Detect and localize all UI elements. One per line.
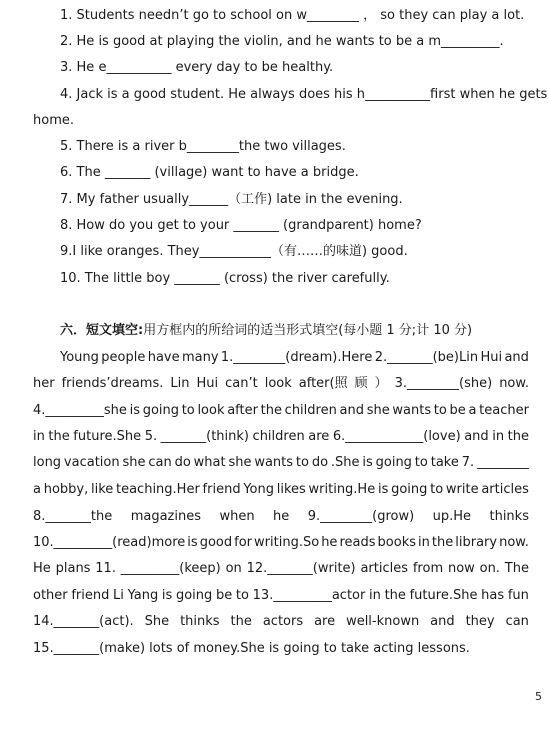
passage-word: the — [230, 614, 252, 629]
passage-word: going — [375, 455, 412, 470]
passage-word: long — [33, 455, 62, 470]
passage-word: they — [465, 614, 495, 629]
passage-word: 8._______the — [33, 509, 113, 524]
passage-word: for — [234, 535, 253, 550]
passage-word: when — [219, 509, 255, 524]
passage-word: teacher — [479, 403, 529, 418]
passage-word: is — [161, 588, 173, 603]
passage-word: ________ — [476, 455, 529, 470]
exercise-item-5: 5. There is a river b________the two villages. — [60, 139, 346, 154]
passage-word: from — [412, 561, 444, 576]
passage-word: 2._______(be)Lin — [374, 350, 479, 365]
passage-word: 14._______(act). — [33, 614, 134, 629]
passage-word: can’t — [225, 376, 258, 391]
passage-word: in — [418, 535, 430, 550]
passage-word: she — [122, 455, 146, 470]
passage-word: 11. — [95, 561, 116, 576]
passage-word: Hui — [480, 350, 503, 365]
section-6-instruction: 用方框内的所给词的适当形式填空(每小题 1 分;计 10 分) — [143, 323, 473, 338]
passage-word: is — [377, 482, 389, 497]
passage-line — [33, 428, 529, 446]
passage-word: has — [481, 588, 505, 603]
passage-line — [33, 534, 529, 552]
section-6-title — [60, 322, 472, 340]
passage-word: up.He — [432, 509, 472, 524]
exercise-item-7: 7. My father usually______（工作) late in the evening. — [60, 192, 403, 207]
exercise-item-4-continuation: home. — [33, 113, 74, 128]
exercise-item-1: 1. Students needn’t go to school on w________ ， so they can play a lot. — [60, 8, 525, 23]
passage-word: the — [431, 535, 454, 550]
exercise-item-4: 4. Jack is a good student. He always does his h__________first when he gets — [60, 87, 548, 102]
passage-word: 3.________(she) — [394, 376, 493, 391]
passage-word: 4._________she — [33, 403, 127, 418]
passage-word: Lin — [170, 376, 190, 391]
page-number: 5 — [535, 690, 542, 703]
passage-word: 12._______(write) — [246, 561, 356, 576]
passage-word: to — [295, 455, 309, 470]
passage-word: magazines — [130, 509, 201, 524]
passage-word: do — [174, 455, 191, 470]
passage-word: and — [504, 350, 529, 365]
passage-word: he — [321, 535, 338, 550]
passage-word: 1.________(dream).Here — [220, 350, 373, 365]
passage-word: ） — [374, 376, 388, 391]
passage-line — [33, 481, 529, 499]
passage-word: other — [33, 588, 68, 603]
exercise-item-2: 2. He is good at playing the violin, and he wants to be a m_________. — [60, 34, 504, 49]
passage-word: people — [101, 350, 146, 365]
passage-word: children — [284, 403, 337, 418]
passage-word: she — [366, 403, 390, 418]
passage-word: going — [142, 403, 179, 418]
passage-word: what — [193, 455, 226, 470]
passage-word: plans — [55, 561, 91, 576]
passage-word: now. — [499, 376, 529, 391]
passage-word: actors — [262, 614, 304, 629]
passage-word: is — [187, 535, 198, 550]
passage-word: and — [430, 614, 455, 629]
passage-word: the — [384, 588, 406, 603]
passage-word: in — [369, 588, 381, 603]
passage-word: be — [449, 403, 466, 418]
passage-word: 10._________(read)more — [33, 535, 186, 550]
passage-word: hobby, — [43, 482, 89, 497]
passage-word: many — [181, 350, 219, 365]
passage-word: Li — [113, 588, 124, 603]
passage-word: is — [362, 455, 373, 470]
passage-word: in — [33, 429, 45, 444]
passage-word: her — [33, 376, 55, 391]
passage-last-line: 15._______(make) lots of money.She is going to take acting lessons. — [33, 641, 470, 656]
passage-word: thinks — [489, 509, 529, 524]
passage-word: do — [311, 455, 329, 470]
passage-word: Hui — [196, 376, 219, 391]
passage-word: .She — [330, 455, 360, 470]
passage-word: Young — [60, 350, 99, 365]
passage-word: take — [430, 455, 459, 470]
passage-word: going — [391, 482, 428, 497]
passage-line — [33, 613, 529, 631]
passage-word: vacation — [63, 455, 120, 470]
passage-word: writing.He — [308, 482, 376, 497]
passage-word: are — [314, 614, 336, 629]
passage-word: 5. — [144, 429, 158, 444]
passage-word: to — [235, 588, 249, 603]
passage-line — [33, 402, 529, 420]
passage-word: good — [199, 535, 233, 550]
passage-word: to — [433, 403, 447, 418]
passage-word: wants — [392, 403, 432, 418]
passage-word: are — [308, 429, 330, 444]
passage-word: friend — [202, 482, 241, 497]
passage-word: future.She — [409, 588, 478, 603]
passage-word: future.She — [73, 429, 142, 444]
passage-word: thinks — [180, 614, 220, 629]
passage-word: 6.____________(love) — [332, 429, 461, 444]
passage-word: articles — [360, 561, 409, 576]
exercise-item-6: 6. The _______ (village) want to have a bridge. — [60, 165, 359, 180]
passage-word: fun — [507, 588, 529, 603]
exercise-item-9: 9.I like oranges. They___________（有……的味道) good. — [60, 244, 408, 259]
passage-line — [33, 587, 529, 605]
passage-word: and — [339, 403, 364, 418]
passage-word: teaching.Her — [116, 482, 200, 497]
passage-word: he — [273, 509, 290, 524]
passage-word: 顾 — [354, 376, 368, 391]
passage-word: on. — [479, 561, 500, 576]
passage-word: she — [228, 455, 252, 470]
exercise-item-10: 10. The little boy _______ (cross) the river carefully. — [60, 271, 390, 286]
passage-word: to — [181, 403, 195, 418]
passage-word: look — [264, 376, 292, 391]
passage-word: to — [414, 455, 428, 470]
passage-word: now — [447, 561, 475, 576]
passage-word: _________(keep) — [120, 561, 221, 576]
passage-word: wants — [254, 455, 294, 470]
passage-word: look — [197, 403, 225, 418]
passage-word: children — [252, 429, 305, 444]
passage-line — [33, 508, 529, 526]
passage-word: can — [148, 455, 172, 470]
passage-word: after(照 — [298, 376, 348, 391]
passage-word: have — [147, 350, 180, 365]
passage-word: to — [430, 482, 444, 497]
section-6-heading: 六．短文填空: — [60, 323, 144, 338]
passage-word: the — [260, 403, 282, 418]
passage-word: books — [377, 535, 416, 550]
passage-word: in — [492, 429, 505, 444]
passage-word: 13._________actor — [252, 588, 366, 603]
passage-word: on — [225, 561, 242, 576]
passage-word: friend — [71, 588, 110, 603]
passage-word: write — [445, 482, 479, 497]
passage-word: writing.So — [254, 535, 320, 550]
passage-word: a — [468, 403, 477, 418]
passage-word: reads — [339, 535, 376, 550]
passage-word: _______(think) — [160, 429, 249, 444]
passage-word: 9.________(grow) — [307, 509, 415, 524]
passage-word: a — [33, 482, 41, 497]
passage-word: Yong — [243, 482, 274, 497]
passage-word: well-known — [346, 614, 420, 629]
passage-word: be — [215, 588, 233, 603]
passage-line — [33, 454, 529, 472]
passage-word: can — [505, 614, 529, 629]
passage-word: articles — [481, 482, 529, 497]
passage-word: the — [507, 429, 529, 444]
exercise-item-3: 3. He e__________ every day to be healthy. — [60, 60, 334, 75]
passage-word: like — [90, 482, 114, 497]
passage-line — [60, 349, 529, 367]
passage-word: and — [464, 429, 489, 444]
passage-word: friends’dreams. — [61, 376, 164, 391]
passage-word: after — [227, 403, 258, 418]
passage-word: now. — [499, 535, 529, 550]
passage-word: Yang — [127, 588, 159, 603]
passage-line — [33, 375, 529, 393]
passage-word: She — [144, 614, 170, 629]
passage-line — [33, 560, 529, 578]
passage-word: the — [48, 429, 70, 444]
passage-word: 7. — [461, 455, 475, 470]
passage-word: going — [175, 588, 213, 603]
exercise-item-8: 8. How do you get to your _______ (grandparent) home? — [60, 218, 422, 233]
passage-word: likes — [276, 482, 306, 497]
passage-word: library — [455, 535, 498, 550]
passage-word: The — [504, 561, 529, 576]
passage-word: is — [129, 403, 140, 418]
passage-word: He — [33, 561, 51, 576]
